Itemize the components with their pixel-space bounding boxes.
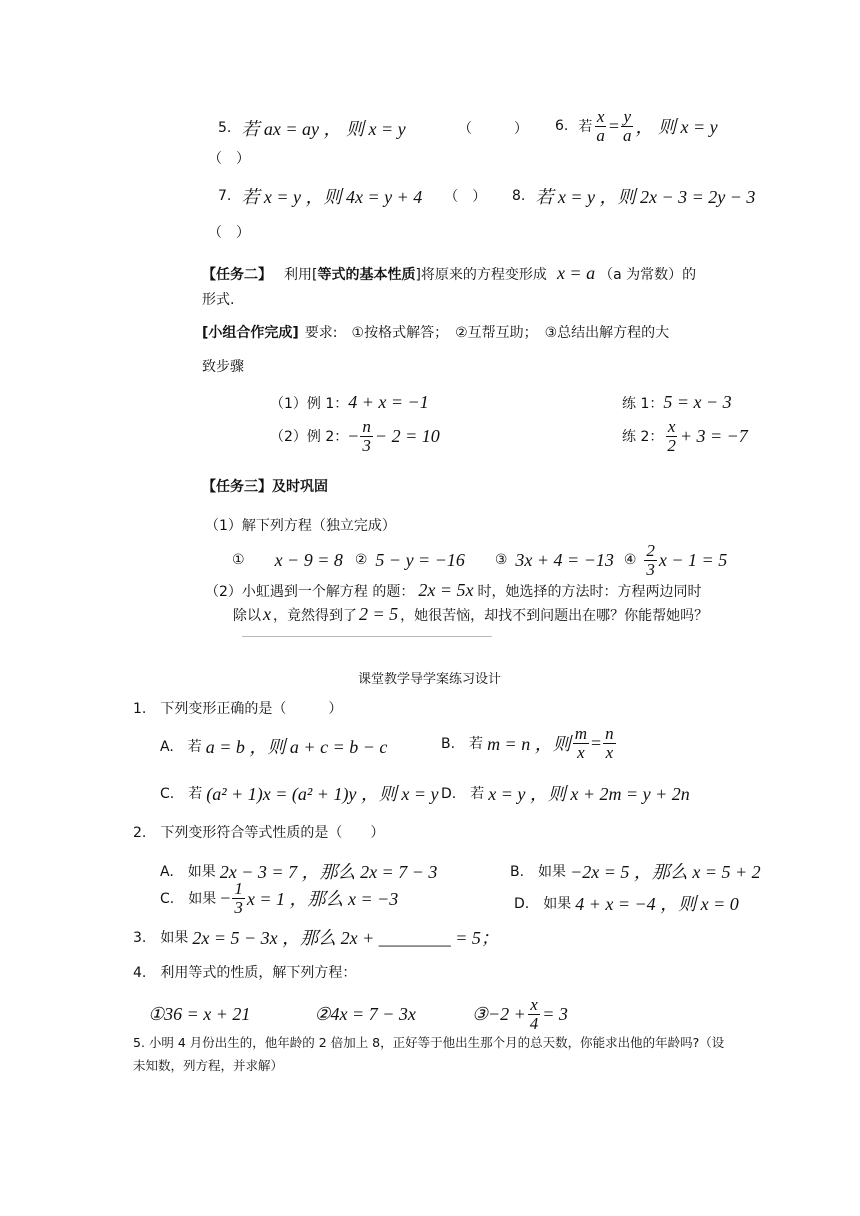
judge-item-7 [218, 183, 486, 209]
equation: 若 x = y ，则 4x = y + 4 [241, 187, 423, 207]
text: 形式. [202, 292, 235, 308]
q1-option-a [160, 733, 387, 759]
q1-option-c [160, 780, 439, 806]
task3-part2-line2 [233, 604, 708, 625]
text: ，她很苦恼，却找不到问题出在哪？你能帮她吗？ [400, 607, 709, 624]
question-3 [133, 924, 499, 950]
judge-item-5 [218, 115, 406, 141]
item-number: 6. [555, 118, 569, 135]
fraction-x-over-a: $\frac{x}{a}$ [596, 107, 605, 145]
equation: 2x = 5 − 3x ，那么 2x + ________ = 5； [192, 928, 499, 948]
question-1: 1. 下列变形正确的是（ ） [133, 701, 343, 717]
text: 利用[ [284, 266, 318, 283]
judge-item-8 [512, 183, 755, 209]
highlight-text: 等式的基本性质 [317, 266, 416, 283]
example-2 [270, 418, 440, 455]
minus-sign: − [220, 887, 231, 908]
task2-line [202, 263, 696, 284]
fraction: $\frac{x}{4}$ [529, 995, 539, 1033]
example-label: （2）例 2： [270, 429, 349, 446]
minus-sign: − [348, 425, 359, 446]
q2-option-c [160, 880, 398, 917]
option-label: B. 如果 [510, 864, 567, 880]
answer-paren: （ ） [458, 121, 528, 137]
fraction: $\frac{2}{3}$ [646, 541, 655, 579]
equals-sign: = [591, 732, 602, 753]
equation: a = b ，则 a + c = b − c [205, 737, 388, 757]
equation: 3x + 4 = −13 [515, 549, 614, 570]
fraction: $\frac{n}{x}$ [605, 724, 614, 762]
task3-part1: （1）解下列方程（独立完成） [205, 518, 396, 534]
question-5-cont: 未知数，列方程，并求解） [133, 1058, 284, 1073]
option-label: A. 若 [160, 739, 202, 755]
equation: x − 1 = 5 [658, 549, 728, 570]
text: 除以 [233, 607, 261, 624]
practice-1 [622, 392, 732, 413]
equation: 2x − 3 = 7 ，那么 2x = 7 − 3 [219, 862, 438, 882]
circle-1: ① [232, 552, 245, 569]
circle-3: ③ [494, 552, 508, 569]
item-number: 8. [512, 188, 526, 204]
option-label: D. 若 [441, 786, 485, 802]
fraction-y-over-a: $\frac{y}{a}$ [623, 107, 632, 145]
q2-option-d [514, 890, 739, 916]
task3-heading: 【任务三】及时巩固 [202, 479, 328, 495]
group-requirements-cont: 致步骤 [202, 359, 244, 375]
text: （a 为常数）的 [599, 266, 697, 283]
equation: x − 9 = 8 [274, 549, 343, 570]
fraction: $\frac{m}{x}$ [574, 724, 587, 762]
text: ]将原来的方程变形成 [415, 266, 547, 283]
equation: 2 = 5 [359, 604, 399, 624]
answer-paren: （ ） [208, 225, 250, 241]
equation: 若 x = y ，则 2x − 3 = 2y − 3 [535, 187, 756, 207]
option-label: D. 如果 [514, 896, 572, 912]
fraction: $\frac{x}{2}$ [667, 417, 676, 455]
equation: 5 = x − 3 [663, 392, 732, 412]
circle-2: ② [354, 552, 368, 569]
equation: ③−2 + [471, 1003, 526, 1024]
equation: x = y ，则 x + 2m = y + 2n [488, 784, 690, 804]
variable: x [263, 604, 271, 624]
option-label: C. 若 [160, 786, 203, 802]
task2-heading: 【任务二】 [202, 266, 272, 283]
example-label: （1）例 1： [270, 395, 349, 412]
equation: 4 + x = −4 ，则 x = 0 [575, 894, 739, 914]
item-number: 5. [218, 120, 232, 136]
question-2: 2. 下列变形符合等式性质的是（ ） [133, 825, 385, 841]
question-4-equations [148, 996, 708, 1033]
equation: 4 + x = −1 [348, 392, 429, 412]
ruo-word: 若 [578, 119, 593, 136]
judge-item-6 [555, 108, 718, 145]
question-4: 4. 利用等式的性质，解下列方程： [133, 965, 357, 981]
option-label: C. 如果 [160, 891, 217, 908]
task3-equations [232, 542, 732, 579]
question-label: 3. 如果 [133, 930, 189, 946]
equation: (a² + 1)x = (a² + 1)y ，则 x = y [206, 784, 439, 804]
equation: x = 1 ，那么 x = −3 [246, 889, 399, 910]
equation: 2x = 5x [418, 580, 474, 600]
example-1 [270, 392, 429, 413]
group-requirements: 要求: ①按格式解答； ②互帮互助； ③总结出解方程的大 [304, 325, 670, 341]
equation: −2x = 5 ，那么 x = 5 + 2 [570, 862, 761, 882]
divider [242, 636, 492, 637]
equation: − 2 = 10 [374, 425, 440, 446]
fraction: $\frac{1}{3}$ [234, 879, 243, 917]
practice-label: 练 2： [622, 429, 664, 446]
equation-rest: ， 则 x = y [635, 117, 718, 138]
practice-label: 练 1： [622, 395, 664, 412]
fraction: $\frac{n}{3}$ [362, 417, 371, 455]
option-label: A. 如果 [160, 864, 216, 880]
question-5: 5. 小明 4 月份出生的，他年龄的 2 倍加上 8，正好等于他出生那个月的总天数，你能求出他的年龄吗?（设 [133, 1035, 725, 1050]
equation: 若 ax = ay ， 则 x = y [241, 119, 406, 139]
group-line [202, 322, 669, 342]
equation: + 3 = −7 [679, 425, 748, 446]
equation: ②4x = 7 − 3x [314, 1003, 416, 1024]
option-label: B. 若 [441, 736, 484, 753]
group-heading: [小组合作完成] [202, 325, 299, 341]
section-title: 课堂教学导学案练习设计 [358, 672, 502, 687]
equation: m = n ，则 [487, 734, 571, 755]
text: ，竟然得到了 [273, 607, 357, 624]
equals-sign: = [608, 115, 620, 136]
task3-part2-line1 [205, 580, 701, 601]
equation: 5 − y = −16 [375, 549, 465, 570]
equation: ①36 = x + 21 [148, 1003, 251, 1024]
q1-option-d [441, 780, 690, 806]
q1-option-b [441, 725, 618, 762]
item-number: 7. [218, 188, 232, 204]
circle-4: ④ [623, 552, 637, 569]
text: 时，她选择的方法时：方程两边同时 [477, 583, 702, 600]
practice-2 [622, 418, 748, 455]
text: （2）小虹遇到一个解方程 的题： [205, 583, 415, 600]
q2-option-b [510, 858, 761, 884]
target-equation: x = a [556, 263, 596, 283]
equation: = 3 [542, 1003, 568, 1024]
answer-paren: （ ） [208, 151, 250, 167]
answer-paren: （ ） [444, 189, 487, 205]
